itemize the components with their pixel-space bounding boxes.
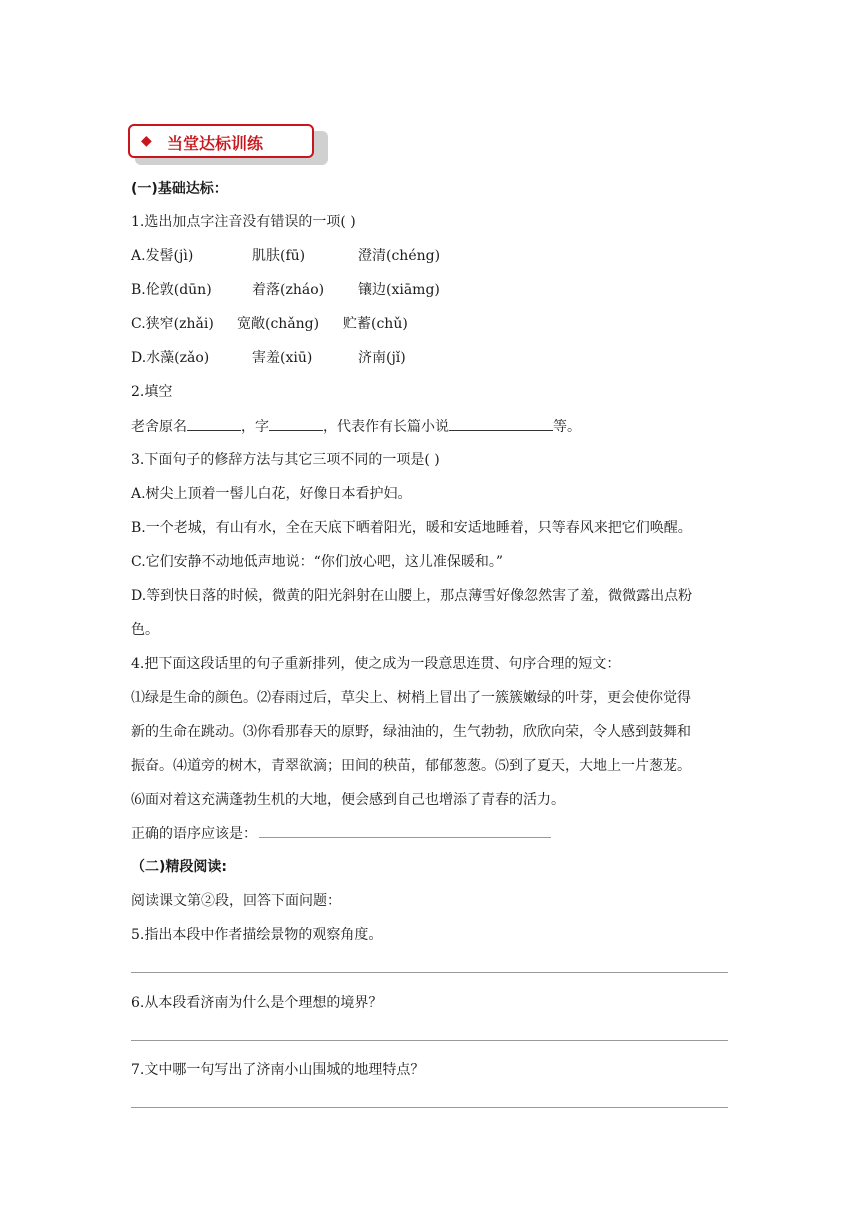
q6-answer-line[interactable] (131, 1040, 728, 1041)
q3-option-d-line1: D.等到快日落的时候，微黄的阳光斜射在山腰上，那点薄雪好像忽然害了羞，微微露出点粉 (131, 588, 693, 604)
q3-stem: 3.下面句子的修辞方法与其它三项不同的一项是( ) (131, 452, 440, 468)
diamond-icon: ◆ (141, 133, 152, 149)
q4-text-line3: 振奋。⑷道旁的树木，青翠欲滴；田间的秧苗，郁郁葱葱。⑸到了夏天，大地上一片葱茏。 (131, 758, 691, 774)
section-header-title: 当堂达标训练 (167, 134, 264, 153)
q2-stem: 2.填空 (131, 384, 173, 400)
section1-title: (一)基础达标： (131, 181, 228, 197)
q1-stem: 1.选出加点字注音没有错误的一项( ) (131, 214, 356, 230)
q4-answer-blank[interactable] (259, 825, 551, 838)
q1-option-c: C.狭窄(zhǎi) 宽敞(chǎng) 贮蓄(chǔ) (131, 316, 408, 332)
reading-intro: 阅读课文第②段，回答下面问题： (131, 893, 341, 909)
blank-original-name[interactable] (187, 417, 241, 431)
q3-option-a: A.树尖上顶着一髻儿白花，好像日本看护妇。 (131, 486, 412, 502)
q4-answer: 正确的语序应该是： (131, 825, 551, 843)
q3-option-b: B.一个老城，有山有水，全在天底下晒着阳光，暖和安适地睡着，只等春风来把它们唤醒。 (131, 520, 692, 536)
q5-stem: 5.指出本段中作者描绘景物的观察角度。 (131, 927, 383, 943)
q3-option-d-line2: 色。 (131, 622, 159, 638)
q5-answer-line[interactable] (131, 972, 728, 973)
q1-option-a: A.发髻(jì) 肌肤(fū) 澄清(chéng) (131, 248, 441, 264)
blank-courtesy-name[interactable] (269, 417, 323, 431)
q6-stem: 6.从本段看济南为什么是个理想的境界？ (131, 995, 383, 1011)
q2-fill: 老舍原名 ，字 ，代表作有长篇小说 等。 (131, 419, 581, 435)
q4-stem: 4.把下面这段话里的句子重新排列，使之成为一段意思连贯、句序合理的短文： (131, 656, 621, 672)
q4-text-line4: ⑹面对着这充满蓬勃生机的大地，便会感到自己也增添了青春的活力。 (131, 792, 565, 808)
q3-option-c: C.它们安静不动地低声地说：“你们放心吧，这儿准保暖和。” (131, 554, 503, 570)
section2-title: （二)精段阅读: (131, 859, 227, 875)
q7-stem: 7.文中哪一句写出了济南小山围城的地理特点？ (131, 1062, 425, 1078)
q7-answer-line[interactable] (131, 1107, 728, 1108)
blank-novel[interactable] (449, 417, 553, 431)
q1-option-b: B.伦敦(dūn) 着落(zháo) 镶边(xiāmg) (131, 282, 440, 298)
q4-text-line2: 新的生命在跳动。⑶你看那春天的原野，绿油油的，生气勃勃，欣欣向荣，令人感到鼓舞和 (131, 724, 691, 740)
q4-text-line1: ⑴绿是生命的颜色。⑵春雨过后，草尖上、树梢上冒出了一簇簇嫩绿的叶芽，更会使你觉得 (131, 690, 691, 706)
q1-option-d: D.水藻(zǎo) 害羞(xiū) 济南(jǐ) (131, 350, 406, 366)
